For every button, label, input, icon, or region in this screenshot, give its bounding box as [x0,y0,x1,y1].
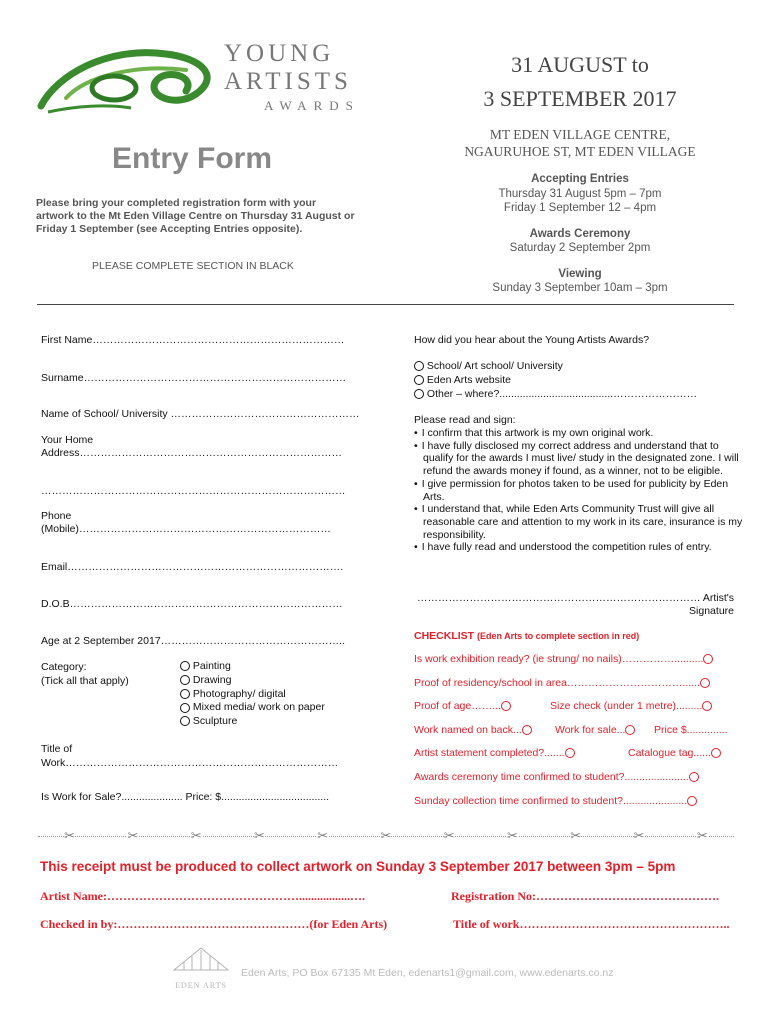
logo-line-artists: ARTISTS [224,68,352,95]
check-circle-icon[interactable] [700,678,710,688]
check-circle-icon[interactable] [565,748,575,758]
school-field[interactable]: Name of School/ University ……………………………………………… [41,408,360,420]
registration-field[interactable]: Registration No:………………………………………. [451,889,719,903]
scissors-icon: ✂ [570,828,582,843]
cut-line [38,829,734,843]
age-field[interactable]: Age at 2 September 2017…………………………………………….. [41,635,346,647]
receipt-notice: This receipt must be produced to collect artwork on Sunday 3 September 2017 between 3pm – 5pm [40,859,676,874]
radio-circle-icon[interactable] [414,375,424,385]
title-label: Title of [41,743,73,755]
check-circle-icon[interactable] [711,748,721,758]
category-options [180,660,325,729]
footer-contact: Eden Arts, PO Box 67135 Mt Eden, edenarts1@gmail.com, www.edenarts.co.nz [241,967,614,979]
category-hint: (Tick all that apply) [41,675,129,687]
checklist-ready[interactable]: Is work exhibition ready? (ie strung/ no nails)…………….......... [414,653,713,666]
logo-line-awards: AWARDS [264,98,360,113]
checklist [414,630,740,642]
declaration-item: • I understand that, while Eden Arts Community Trust will give all reasonable care and attention to my work in its care, insurance is my responsibility. [414,503,746,541]
declaration-item: • I confirm that this artwork is my own original work. [414,427,746,440]
email-field[interactable]: Email……………………………………………………………………. [41,561,344,573]
dates-line-1: 31 AUGUST to [511,52,649,77]
signature-field[interactable]: ……………………………………………………………………… Artist's [416,592,734,604]
declaration-list [414,427,746,554]
phone-label: Phone [41,510,72,522]
eden-arts-logo [170,946,232,994]
category-painting[interactable]: Painting [180,660,325,674]
declaration-item: • I give permission for photos taken to be used for publicity by Eden Arts. [414,478,746,503]
checkbox-circle-icon[interactable] [180,703,190,713]
declaration-item: • I have fully disclosed my correct address and understand that to qualify for the awards I must live/ study in the designated zone. I will refund the awards money if found, as a winner, not to be eligible. [414,440,746,478]
category-label: Category: [41,661,87,673]
swirl-logo-icon [36,36,226,116]
accepting-title: Accepting Entries [531,173,629,185]
check-circle-icon[interactable] [501,701,511,711]
address-label-1: Your Home [41,434,94,446]
checkbox-circle-icon[interactable] [180,689,190,699]
event-venue [420,126,740,160]
event-dates [430,48,730,116]
signature-label: Signature [689,605,734,617]
check-circle-icon[interactable] [689,772,699,782]
ceremony-title: Awards Ceremony [529,227,631,240]
heard-question: How did you hear about the Young Artists Awards? [414,334,650,346]
checklist-catalogue[interactable]: Catalogue tag...... [628,747,721,760]
radio-circle-icon[interactable] [414,361,424,371]
category-drawing[interactable]: Drawing [180,674,325,688]
declaration-item: • I have fully read and understood the competition rules of entry. [414,541,746,554]
check-circle-icon[interactable] [703,654,713,664]
checklist-forsale[interactable]: Work for sale... [555,724,635,737]
checklist-title: CHECKLIST (Eden Arts to complete section in red) [414,630,640,642]
checkbox-circle-icon[interactable] [180,661,190,671]
category-photography[interactable]: Photography/ digital [180,688,325,702]
category-mixed-media[interactable]: Mixed media/ work on paper [180,701,325,715]
title-of-work-field[interactable]: Title of work…………………………………………….. [453,917,730,931]
heard-option-website[interactable]: Eden Arts website [414,373,697,387]
instructions: Please bring your completed registration form with your artwork to the Mt Eden Village Centre on Thursday 31 August or Friday 1 September (see Accepting Entries opposite). [36,197,355,235]
accepting-1: Thursday 31 August 5pm – 7pm [498,187,662,200]
check-circle-icon[interactable] [522,725,532,735]
checklist-statement[interactable]: Artist statement completed?....... [414,747,575,760]
building-icon [170,946,232,976]
radio-circle-icon[interactable] [414,389,424,399]
scissors-icon: ✂ [507,828,518,843]
logo-line-young: YOUNG [224,40,335,67]
venue-line-2: NGAURUHOE ST, MT EDEN VILLAGE [464,144,696,159]
page-title: Entry Form [112,142,273,175]
scissors-icon: ✂ [443,828,455,843]
scissors-icon: ✂ [64,828,76,843]
accepting-2: Friday 1 September 12 – 4pm [503,202,657,214]
address-field-2[interactable]: …………………………………………………………………………… [41,485,346,497]
category-sculpture[interactable]: Sculpture [180,715,325,729]
scissors-icon: ✂ [317,828,329,843]
young-artists-logo [36,36,386,126]
phone-field[interactable]: (Mobile)……………………………………………………………… [41,523,331,535]
checklist-named[interactable]: Work named on back... [414,724,532,737]
artist-name-field[interactable]: Artist Name:………………………………………….................…. [40,889,365,903]
dates-line-2: 3 SEPTEMBER 2017 [483,86,677,111]
footer-logo-text: EDEN ARTS [175,981,227,990]
ceremony-1: Saturday 2 September 2pm [509,242,651,254]
checklist-price[interactable]: Price $.............. [654,724,728,736]
title-field[interactable]: Work…………………………………………………………………… [41,757,339,769]
checklist-residency[interactable]: Proof of residency/school in area……………………………...... [414,677,710,690]
scissors-icon: ✂ [633,828,645,843]
check-circle-icon[interactable] [625,725,635,735]
scissors-icon: ✂ [190,828,202,843]
checkbox-circle-icon[interactable] [180,716,190,726]
checklist-collection[interactable]: Sunday collection time confirmed to student?...................... [414,795,697,808]
viewing-title: Viewing [558,267,602,280]
check-circle-icon[interactable] [702,701,712,711]
header-divider [37,304,734,305]
check-circle-icon[interactable] [687,796,697,806]
venue-line-1: MT EDEN VILLAGE CENTRE, [489,127,671,142]
sale-field[interactable]: Is Work for Sale?..................... Price: $..................................... [41,791,330,803]
complete-note: PLEASE COMPLETE SECTION IN BLACK [92,260,294,272]
event-schedule [440,172,720,296]
heard-options [414,359,697,401]
checklist-age[interactable]: Proof of age……... [414,700,511,713]
scissors-icon: ✂ [380,828,392,843]
dob-field[interactable]: D.O.B…………………………………………………………………… [41,598,343,610]
heard-option-other[interactable]: Other – where?.......................................…………………… [414,387,697,401]
checkbox-circle-icon[interactable] [180,675,190,685]
heard-option-school[interactable]: School/ Art school/ University [414,359,697,373]
read-sign-label: Please read and sign: [414,414,516,426]
scissors-icon: ✂ [127,828,139,843]
address-field[interactable]: Address………………………………………………………………… [41,447,343,459]
first-name-field[interactable]: First Name……………………………………………………………… [41,334,345,346]
scissors-icon: ✂ [253,828,265,843]
viewing-1: Sunday 3 September 10am – 3pm [492,282,668,294]
checked-in-field[interactable]: Checked in by:…………………………………………(for Eden Arts) [40,917,388,931]
checklist-ceremony[interactable]: Awards ceremony time confirmed to student?...................... [414,771,699,784]
checklist-size[interactable]: Size check (under 1 metre)......... [550,700,712,713]
scissors-icon: ✂ [696,828,708,843]
surname-field[interactable]: Surname………………………………………………………………… [41,372,347,384]
